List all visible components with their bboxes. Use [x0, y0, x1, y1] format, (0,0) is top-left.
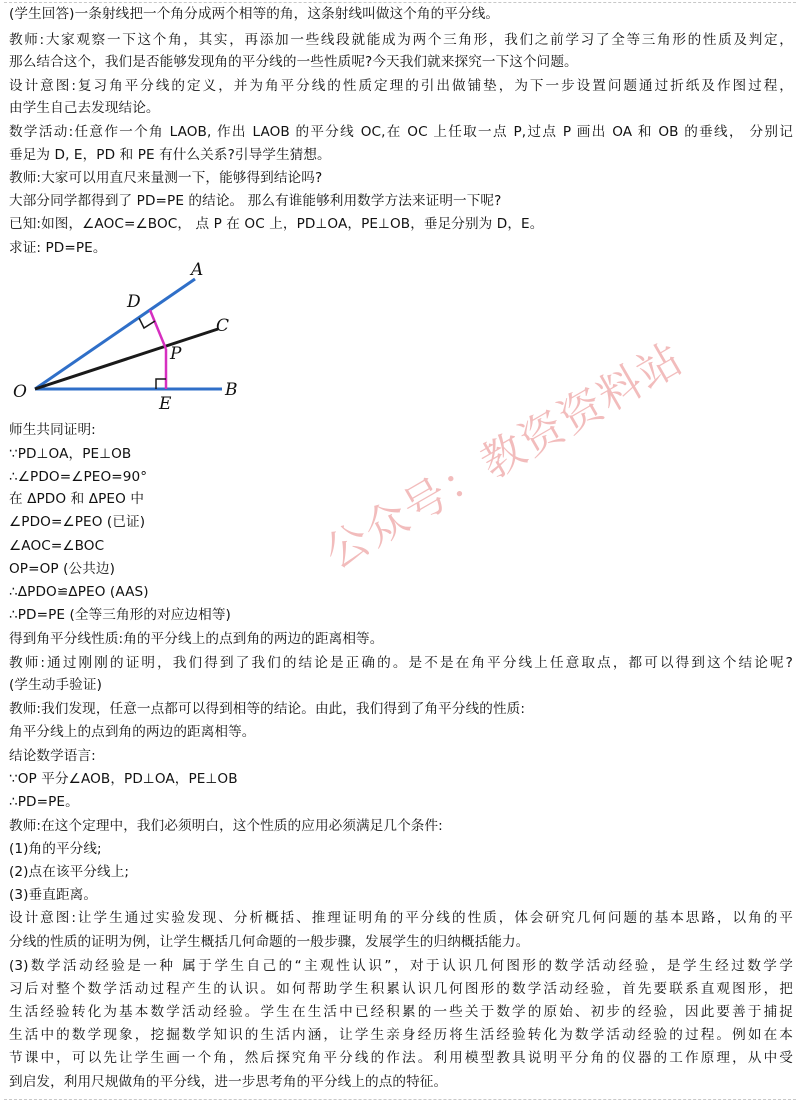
segment-pd: [150, 310, 166, 349]
text-line-9: 大部分同学都得到了 PD=PE 的结论。 那么有谁能够利用数学方法来证明一下呢?: [9, 193, 502, 209]
text-line-23: (学生动手验证): [9, 677, 102, 693]
text-line-24: 教师:我们发现，任意一点都可以得到相等的结论。由此，我们得到了角平分线的性质:: [9, 701, 526, 717]
text-line-36: 习后对整个数学活动过程产生的认识。如何帮助学生积累认识几何图形的数学活动经验，首先要联系直观图形，把: [9, 981, 793, 997]
ray-oa: [35, 279, 195, 389]
bottom-dashed-rule: [4, 1099, 796, 1100]
text-line-18: OP=OP (公共边): [9, 561, 115, 577]
label-b: B: [225, 380, 238, 400]
text-line-37: 生活经验转化为基本数学活动经验。学生在生活中已经积累的一些关于数学的原始、初步的经验，因此要善于捕捉: [9, 1004, 793, 1020]
text-line-32: (3)垂直距离。: [9, 887, 98, 903]
text-line-16: ∠PDO=∠PEO (已证): [9, 514, 146, 530]
text-line-7: 垂足为 D, E，PD 和 PE 有什么关系?引导学生猜想。: [9, 147, 331, 163]
text-line-2: 教师:大家观察一下这个角，其实，再添加一些线段就能成为两个三角形，我们之前学习了全等三角形的性质及判定，: [9, 32, 793, 48]
text-line-21: 得到角平分线性质:角的平分线上的点到角的两边的距离相等。: [9, 631, 384, 647]
text-line-28: ∴PD=PE。: [9, 794, 79, 810]
label-c: C: [216, 316, 230, 336]
text-line-10: 已知:如图，∠AOC=∠BOC， 点 P 在 OC 上，PD⊥OA，PE⊥OB，垂足分别为 D，E。: [9, 216, 544, 232]
text-line-22: 教师:通过刚刚的证明，我们得到了我们的结论是正确的。是不是在角平分线上任意取点，都可以得到这个结论呢?: [9, 655, 793, 671]
text-line-8: 教师:大家可以用直尺来量测一下，能够得到结论吗?: [9, 170, 323, 186]
text-line-11: 求证: PD=PE。: [9, 240, 107, 256]
text-line-6: 数学活动:任意作一个角 LAOB, 作出 LAOB 的平分线 OC,在 OC 上任取一点 P,过点 P 画出 OA 和 OB 的垂线， 分别记: [9, 124, 793, 140]
text-line-30: (1)角的平分线;: [9, 841, 102, 857]
text-line-14: ∴∠PDO=∠PEO=90°: [9, 469, 148, 485]
text-line-39: 节课中，可以先让学生画一个角，然后探究角平分线的作法。利用模型教具说明平分角的仪器的工作原理，从中受: [9, 1050, 793, 1066]
text-line-5: 由学生自己去发现结论。: [9, 100, 160, 116]
text-line-15: 在 ΔPDO 和 ΔPEO 中: [9, 491, 145, 507]
text-line-40: 到启发，利用尺规做角的平分线，进一步思考角的平分线上的点的特征。: [9, 1074, 448, 1090]
label-o: O: [13, 382, 27, 402]
text-line-27: ∵OP 平分∠AOB，PD⊥OA，PE⊥OB: [9, 771, 238, 787]
text-line-29: 教师:在这个定理中，我们必须明白，这个性质的应用必须满足几个条件:: [9, 818, 443, 834]
text-line-31: (2)点在该平分线上;: [9, 864, 130, 880]
text-line-38: 生活中的数学现象，挖掘数学知识的生活内涵，让学生亲身经历将生活经验转化为数学活动经验的过程。例如在本: [9, 1027, 793, 1043]
text-line-1: (学生回答)一条射线把一个角分成两个相等的角，这条射线叫做这个角的平分线。: [9, 6, 500, 22]
text-line-4: 设计意图:复习角平分线的定义，并为角平分线的性质定理的引出做铺垫，为下一步设置问题通过折纸及作图过程，: [9, 78, 793, 94]
bisector-oc: [35, 329, 218, 389]
text-line-12: 师生共同证明:: [9, 422, 96, 438]
text-line-34: 分线的性质的证明为例，让学生概括几何命题的一般步骤，发展学生的归纳概括能力。: [9, 934, 530, 950]
text-line-25: 角平分线上的点到角的两边的距离相等。: [9, 724, 256, 740]
text-line-26: 结论数学语言:: [9, 748, 96, 764]
text-line-13: ∵PD⊥OA，PE⊥OB: [9, 446, 132, 462]
text-line-33: 设计意图:让学生通过实验发现、分析概括、推理证明角的平分线的性质，体会研究几何问题的基本思路，以角的平: [9, 910, 793, 926]
label-e: E: [159, 394, 172, 414]
label-p: P: [170, 344, 182, 364]
text-line-17: ∠AOC=∠BOC: [9, 538, 105, 554]
text-line-35: (3)数学活动经验是一种 属于学生自己的“主观性认识”，对于认识几何图形的数学活动经验，是学生经过数学学: [9, 958, 793, 974]
label-d: D: [127, 292, 141, 312]
top-dashed-rule: [4, 2, 796, 3]
text-line-20: ∴PD=PE (全等三角形的对应边相等): [9, 607, 231, 623]
label-a: A: [191, 260, 204, 280]
angle-bisector-figure: [0, 257, 280, 417]
text-line-3: 那么结合这个，我们是否能够发现角的平分线的一些性质呢?今天我们就来探究一下这个问题。: [9, 54, 578, 70]
text-line-19: ∴ΔPDO≌ΔPEO (AAS): [9, 584, 149, 600]
watermark-text: 公众号：教资资料站: [316, 333, 693, 580]
